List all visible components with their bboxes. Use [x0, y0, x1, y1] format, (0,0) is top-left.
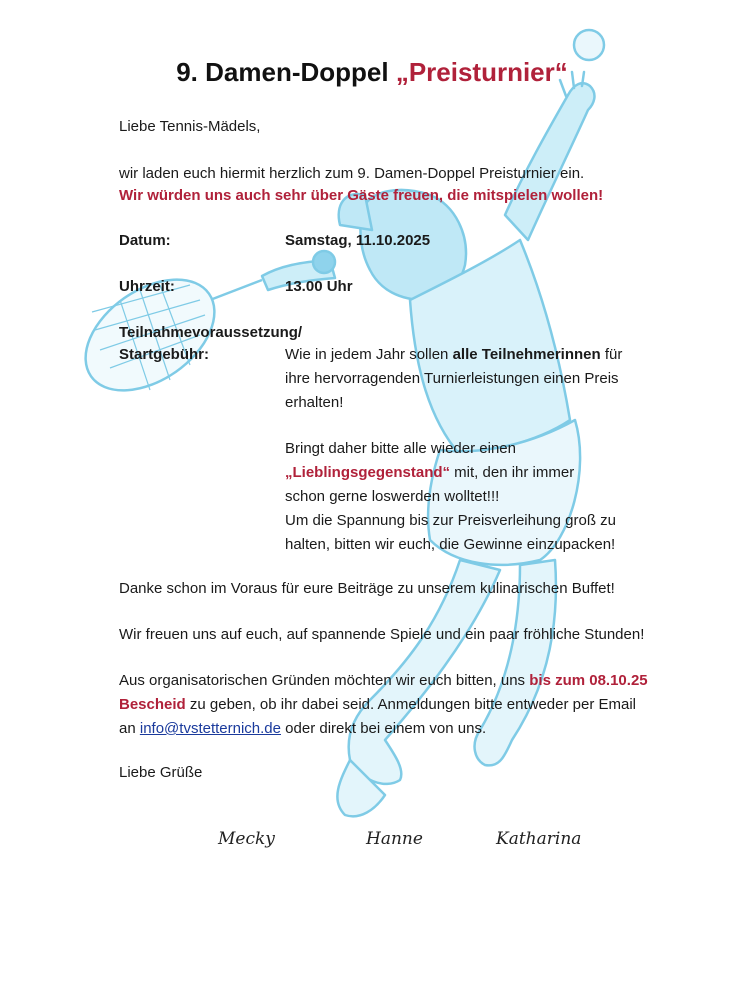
- conditions-p2-line-5: halten, bitten wir euch, die Gewinne einzupacken!: [285, 536, 616, 553]
- conditions-p2-line-1: Bringt daher bitte alle wieder einen: [285, 440, 516, 457]
- conditions-p2-line-4: Um die Spannung bis zur Preisverleihung groß zu: [285, 512, 617, 529]
- registration-text: an: [119, 720, 140, 737]
- conditions-label-1: Teilnahmevoraussetzung/: [119, 324, 303, 341]
- closing-text: Liebe Grüße: [119, 764, 203, 781]
- date-value: Samstag, 11.10.2025: [285, 232, 431, 249]
- favorite-item-highlight: „Lieblingsgegenstand“: [285, 464, 451, 481]
- conditions-text: für: [600, 346, 623, 363]
- registration-line-2: [119, 696, 636, 714]
- thanks-text: Danke schon im Voraus für eure Beiträge zu unserem kulinarischen Buffet!: [119, 580, 615, 597]
- intro-line-2: Wir würden uns auch sehr über Gäste freuen, die mitspielen wollen!: [119, 187, 604, 204]
- page-title: [0, 57, 744, 87]
- signature-hanne: Hanne: [366, 829, 423, 849]
- time-value: 13.00 Uhr: [285, 278, 353, 295]
- title-accent: „Preisturnier“: [395, 57, 568, 87]
- date-label: Datum:: [119, 232, 171, 249]
- registration-text: Aus organisatorischen Gründen möchten wir euch bitten, uns: [119, 672, 530, 689]
- conditions-p2-line-3: schon gerne loswerden wolltet!!!: [285, 488, 500, 505]
- signature-mecky: Mecky: [218, 829, 275, 849]
- time-label: Uhrzeit:: [119, 278, 175, 295]
- email-link[interactable]: info@tvstetternich.de: [139, 720, 281, 737]
- registration-line-3: [119, 720, 486, 738]
- looking-forward-text: Wir freuen uns auf euch, auf spannende Spiele und ein paar fröhliche Stunden!: [119, 626, 645, 643]
- conditions-text: mit, den ihr immer: [450, 464, 575, 481]
- greeting: Liebe Tennis-Mädels,: [119, 118, 261, 135]
- conditions-p1-line-2: ihre hervorragenden Turnierleistungen einen Preis: [285, 370, 619, 387]
- intro-line-1: wir laden euch hiermit herzlich zum 9. Damen-Doppel Preisturnier ein.: [119, 165, 585, 182]
- registration-text: zu geben, ob ihr dabei seid. Anmeldungen bitte entweder per Email: [185, 696, 636, 713]
- conditions-highlight: alle Teilnehmerinnen: [452, 346, 601, 363]
- notice-highlight: Bescheid: [119, 696, 186, 713]
- title-prefix: 9. Damen-Doppel: [176, 57, 396, 87]
- registration-text: oder direkt bei einem von uns.: [281, 720, 487, 737]
- registration-line-1: [119, 672, 648, 690]
- conditions-p2-line-2: [285, 464, 574, 482]
- conditions-p1-line-1: [285, 346, 622, 364]
- deadline-highlight: bis zum 08.10.25: [529, 672, 648, 689]
- signature-katharina: Katharina: [496, 829, 582, 849]
- conditions-p1-line-3: erhalten!: [285, 394, 344, 411]
- conditions-label-2: Startgebühr:: [119, 346, 209, 363]
- conditions-text: Wie in jedem Jahr sollen: [285, 346, 453, 363]
